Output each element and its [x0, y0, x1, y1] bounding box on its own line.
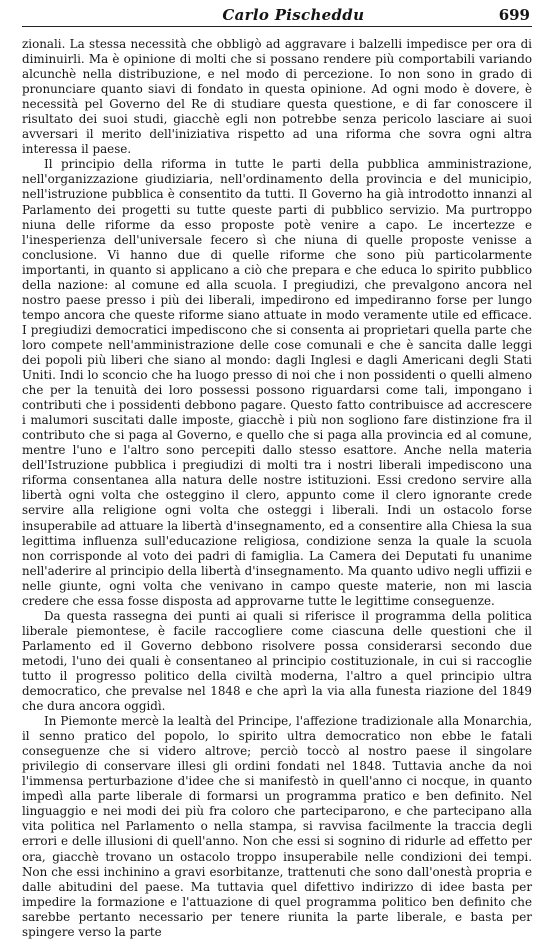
running-header: [22, 6, 532, 27]
running-title: Carlo Pischeddu: [222, 6, 365, 24]
paragraph-continued: zionali. La stessa necessità che obbligò ad aggravare i balzelli impedisce per ora di diminuirli. Ma è opinione di molti che si possano rendere più comportabili variando alcunchè nella distribuzione, e nel modo di percezione. Io non sono in grado di pronunciare quanto siavi di fondato in questa opinione. Ad ogni modo è dovere, è necessità pel Governo del Re di studiare questa questione, e di far conoscere il risultato dei suoi studi, giacchè egli non potrebbe senza pericolo lasciare ai suoi avversari il merito dell'iniziativa rispetto ad una riforma che sovra ogni altra interessa il paese.: [22, 37, 532, 157]
paragraph: Da questa rassegna dei punti ai quali si riferisce il programma della politica liberale piemontese, è facile raccogliere come ciascuna delle questioni che il Parlamento ed il Governo debbono risolvere possa considerarsi secondo due metodi, l'uno dei quali è consentaneo al principio costituzionale, in cui si raccoglie tutto il progresso politico della civiltà moderna, l'altro a quel principio ultra democratico, che prevalse nel 1848 e che aprì la via alla funesta riazione del 1849 che dura ancora oggidì.: [22, 608, 532, 714]
body-text: [22, 37, 532, 940]
paragraph: In Piemonte mercè la lealtà del Principe, l'affezione tradizionale alla Monarchia, il senno pratico del popolo, lo spirito ultra democratico non ebbe le fatali conseguenze che si videro altrove; perciò toccò al nostro paese il singolare privilegio di conservare illesi gli ordini fondati nel 1848. Tuttavia anche da noi l'immensa perturbazione d'idee che si manifestò in quell'anno ci nocque, in quanto impedì alla parte liberale di formarsi un programma pratico e ben definito. Nel linguaggio e nei modi dei più fra coloro che parteciparono, e che partecipano alla vita politica nel Parlamento o nella stampa, si ravvisa facilmente la traccia degli errori e delle illusioni di quell'anno. Non che essi si sognino di ridurle ad effetto per ora, giacchè trovano un ostacolo troppo insuperabile nelle condizioni dei tempi. Non che essi inchinino a gravi esorbitanze, trattenuti che sono dall'onestà propria e dalle abitudini del paese. Ma tuttavia quel difettivo indirizzo di idee basta per impedire la formazione e l'attuazione di quel programma politico ben definito che sarebbe pertanto necessario per tenere riunita la parte liberale, e basta per spingere verso la parte: [22, 714, 532, 939]
paragraph: Il principio della riforma in tutte le parti della pubblica amministrazione, nell'organizzazione giudiziaria, nell'ordinamento della provincia e del municipio, nell'istruzione pubblica è consentito da tutti. Il Governo ha già introdotto innanzi al Parlamento dei progetti su tutte queste parti di pubblico servizio. Ma purtroppo niuna delle riforme da esso proposte potè venire a capo. Le incertezze e l'inesperienza dell'universale fecero sì che niuna di quelle proposte venisse a conclusione. Vi hanno due di quelle riforme che sono più particolarmente importanti, in quanto si applicano a ciò che prepara e che educa lo spirito pubblico della nazione: al comune ed alla scuola. I pregiudizi, che prevalgono ancora nel nostro paese presso i più dei liberali, impedirono ed impediranno forse per lungo tempo ancora che queste riforme siano attuate in modo veramente utile ed efficace. I pregiudizi democratici impediscono che si consenta ai proprietari quella parte che loro compete nell'amministrazione delle cose comunali e che è sancita dalle leggi dei popoli più liberi che siano al mondo: dagli Inglesi e dagli Americani degli Stati Uniti. Indi lo sconcio che ha luogo presso di noi che i non possidenti o quelli almeno che per la tenuità dei loro possessi possono riguardarsi come tali, impongano i contributi che i possidenti debbono pagare. Questo fatto contribuisce ad accrescere i malumori suscitati dalle imposte, giacchè i più non sogliono fare distinzione fra il contributo che si paga al Governo, e quello che si paga alla provincia ed al comune, mentre l'uno e l'altro sono percepiti dallo stesso esattore. Anche nella materia dell'Istruzione pubblica i pregiudizi di molti tra i nostri liberali impediscono una riforma consentanea alla natura delle nostre istituzioni. Essi credono servire alla libertà ogni volta che osteggino il clero, appunto come il clero ignorante crede servire alla religione ogni volta che osteggi i liberali. Indi un ostacolo forse insuperabile ad attuare la libertà d'insegnamento, ed a consentire alla Chiesa la sua legittima influenza sull'educazione religiosa, condizione senza la quale la scuola non corrisponde al voto dei padri di famiglia. La Camera dei Deputati fu unanime nell'aderire al principio della libertà d'insegnamento. Ma quanto udivo negli uffizii e nelle giunte, ogni volta che venivano in campo queste materie, non mi lascia credere che essa fosse disposta ad approvarne tutte le legittime conseguenze.: [22, 157, 532, 608]
page-number: 699: [498, 6, 530, 24]
